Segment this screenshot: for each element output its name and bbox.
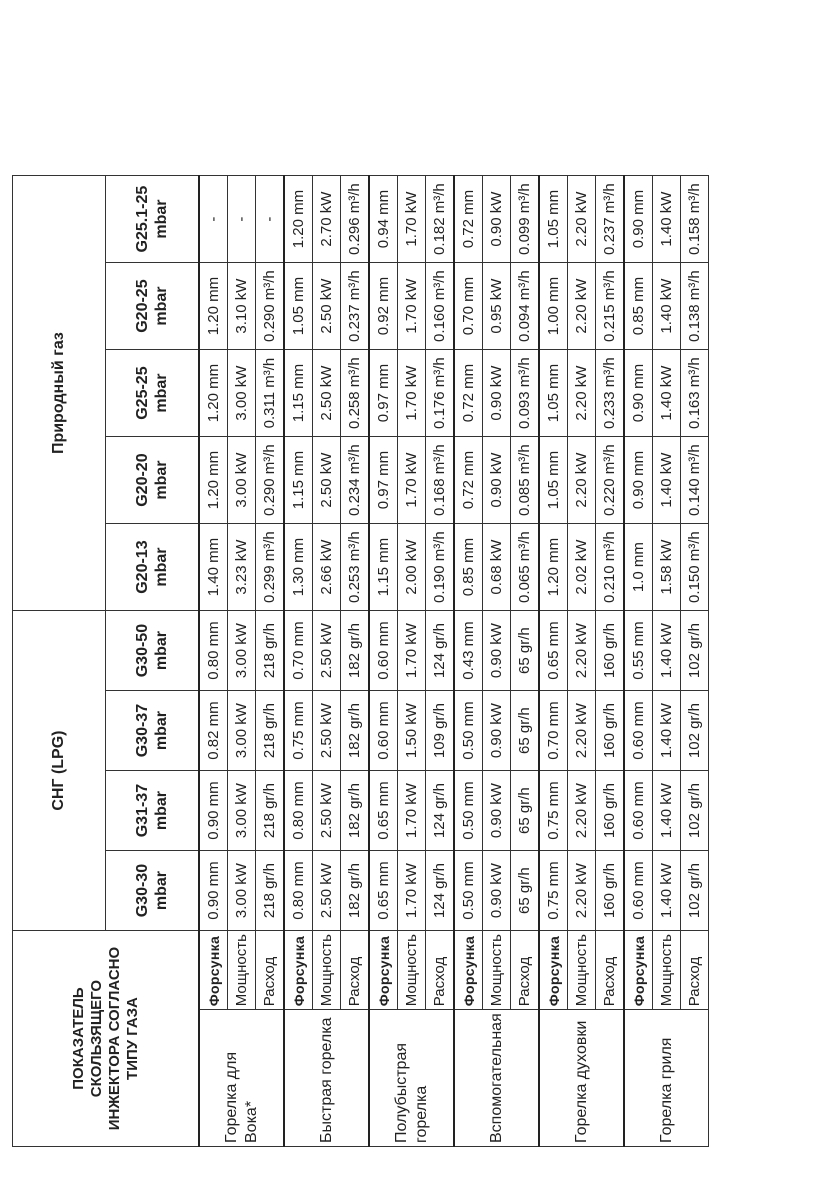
value-cell: 3.00 kW — [228, 611, 256, 691]
value-cell: 0.68 kW — [483, 524, 511, 611]
parameter-label: Форсунка — [624, 931, 653, 1010]
table-body — [199, 176, 709, 1147]
value-cell: 0.290 m³/h — [256, 263, 285, 350]
value-cell: 1.70 kW — [398, 350, 426, 437]
value-cell: 0.60 mm — [624, 851, 653, 931]
value-cell: 109 gr/h — [426, 691, 455, 771]
value-cell: 102 gr/h — [681, 611, 709, 691]
value-cell: 1.15 mm — [284, 437, 313, 524]
value-cell: 0.55 mm — [624, 611, 653, 691]
value-cell: 0.299 m³/h — [256, 524, 285, 611]
value-cell: 182 gr/h — [341, 851, 370, 931]
table-row — [228, 176, 256, 1147]
value-cell: 0.296 m³/h — [341, 176, 370, 263]
value-cell: 0.50 mm — [454, 851, 483, 931]
table-row — [313, 176, 341, 1147]
table-row — [511, 176, 540, 1147]
value-cell: 0.90 mm — [199, 771, 228, 851]
value-cell: 0.258 m³/h — [341, 350, 370, 437]
value-cell: 160 gr/h — [596, 611, 625, 691]
value-cell: 0.90 mm — [199, 851, 228, 931]
value-cell: - — [256, 176, 285, 263]
value-cell: 0.60 mm — [624, 771, 653, 851]
value-cell: 3.23 kW — [228, 524, 256, 611]
value-cell: 1.50 kW — [398, 691, 426, 771]
value-cell: 1.70 kW — [398, 437, 426, 524]
value-cell: 0.90 kW — [483, 691, 511, 771]
value-cell: 1.30 mm — [284, 524, 313, 611]
parameter-label: Мощность — [653, 931, 681, 1010]
parameter-label: Форсунка — [199, 931, 228, 1010]
value-cell: 218 gr/h — [256, 851, 285, 931]
value-cell: 0.97 mm — [369, 437, 398, 524]
value-cell: 65 gr/h — [511, 771, 540, 851]
value-cell: 0.65 mm — [369, 771, 398, 851]
value-cell: 0.90 kW — [483, 611, 511, 691]
value-cell: 160 gr/h — [596, 851, 625, 931]
value-cell: 1.40 kW — [653, 851, 681, 931]
value-cell: 124 gr/h — [426, 851, 455, 931]
value-cell: 0.138 m³/h — [681, 263, 709, 350]
value-cell: 2.66 kW — [313, 524, 341, 611]
value-cell: 3.10 kW — [228, 263, 256, 350]
value-cell: 2.20 kW — [568, 851, 596, 931]
header-row-1 — [13, 176, 106, 1147]
value-cell: 1.00 mm — [539, 263, 568, 350]
value-cell: 1.58 kW — [653, 524, 681, 611]
value-cell: 1.40 mm — [199, 524, 228, 611]
table-row — [483, 176, 511, 1147]
value-cell: 0.311 m³/h — [256, 350, 285, 437]
value-cell: 2.20 kW — [568, 263, 596, 350]
value-cell: 0.90 kW — [483, 350, 511, 437]
value-cell: 1.05 mm — [539, 437, 568, 524]
indicator-header: ПОКАЗАТЕЛЬ СКОЛЬЗЯЩЕГО ИНЖЕКТОРА СОГЛАСНО ТИПУ ГАЗА — [13, 931, 200, 1147]
column-header: G25.1-25 mbar — [106, 176, 200, 263]
value-cell: 0.085 m³/h — [511, 437, 540, 524]
column-header: G20-25 mbar — [106, 263, 200, 350]
value-cell: 2.50 kW — [313, 437, 341, 524]
value-cell: 0.72 mm — [454, 350, 483, 437]
value-cell: 1.70 kW — [398, 263, 426, 350]
value-cell: 0.253 m³/h — [341, 524, 370, 611]
column-header: G25-25 mbar — [106, 350, 200, 437]
value-cell: 124 gr/h — [426, 771, 455, 851]
value-cell: 2.50 kW — [313, 350, 341, 437]
value-cell: 2.20 kW — [568, 611, 596, 691]
value-cell: 65 gr/h — [511, 851, 540, 931]
value-cell: 0.90 mm — [624, 350, 653, 437]
value-cell: 1.20 mm — [199, 437, 228, 524]
value-cell: 1.05 mm — [539, 176, 568, 263]
value-cell: 0.70 mm — [454, 263, 483, 350]
value-cell: 0.290 m³/h — [256, 437, 285, 524]
value-cell: 2.02 kW — [568, 524, 596, 611]
value-cell: 102 gr/h — [681, 771, 709, 851]
burner-name: Горелка духовки — [539, 1010, 624, 1147]
value-cell: 0.94 mm — [369, 176, 398, 263]
value-cell: 1.40 kW — [653, 263, 681, 350]
column-header: G20-20 mbar — [106, 437, 200, 524]
value-cell: 1.15 mm — [284, 350, 313, 437]
natural-gas-header: Природный газ — [13, 176, 106, 611]
value-cell: 3.00 kW — [228, 437, 256, 524]
burner-name: Быстрая горелка — [284, 1010, 369, 1147]
value-cell: 1.40 kW — [653, 350, 681, 437]
value-cell: 2.50 kW — [313, 771, 341, 851]
value-cell: 1.40 kW — [653, 176, 681, 263]
table-row — [284, 176, 313, 1147]
value-cell: 0.140 m³/h — [681, 437, 709, 524]
parameter-label: Форсунка — [284, 931, 313, 1010]
value-cell: 0.43 mm — [454, 611, 483, 691]
value-cell: 0.75 mm — [539, 771, 568, 851]
table-row — [596, 176, 625, 1147]
value-cell: 0.60 mm — [369, 691, 398, 771]
value-cell: 0.233 m³/h — [596, 350, 625, 437]
column-header: G30-37 mbar — [106, 691, 200, 771]
burner-name: Вспомогательная — [454, 1010, 539, 1147]
value-cell: 2.20 kW — [568, 350, 596, 437]
value-cell: 0.90 kW — [483, 851, 511, 931]
value-cell: 0.90 mm — [624, 437, 653, 524]
table-row — [199, 176, 228, 1147]
table-row — [369, 176, 398, 1147]
value-cell: 160 gr/h — [596, 691, 625, 771]
value-cell: 0.80 mm — [199, 611, 228, 691]
column-header: G30-50 mbar — [106, 611, 200, 691]
value-cell: 65 gr/h — [511, 691, 540, 771]
value-cell: 0.70 mm — [539, 691, 568, 771]
column-header: G30-30 mbar — [106, 851, 200, 931]
value-cell: 0.97 mm — [369, 350, 398, 437]
value-cell: 0.72 mm — [454, 437, 483, 524]
value-cell: 0.65 mm — [539, 611, 568, 691]
value-cell: 0.160 m³/h — [426, 263, 455, 350]
value-cell: 0.50 mm — [454, 691, 483, 771]
value-cell: 0.72 mm — [454, 176, 483, 263]
parameter-label: Мощность — [483, 931, 511, 1010]
value-cell: 0.150 m³/h — [681, 524, 709, 611]
value-cell: 1.20 mm — [284, 176, 313, 263]
value-cell: 0.163 m³/h — [681, 350, 709, 437]
lpg-header: СНГ (LPG) — [13, 611, 106, 931]
value-cell: 2.20 kW — [568, 176, 596, 263]
value-cell: - — [199, 176, 228, 263]
value-cell: 3.00 kW — [228, 851, 256, 931]
value-cell: 218 gr/h — [256, 611, 285, 691]
column-header: G20-13 mbar — [106, 524, 200, 611]
value-cell: 0.80 mm — [284, 851, 313, 931]
value-cell: 0.65 mm — [369, 851, 398, 931]
value-cell: 1.0 mm — [624, 524, 653, 611]
parameter-label: Расход — [681, 931, 709, 1010]
value-cell: 2.20 kW — [568, 691, 596, 771]
parameter-label: Мощность — [568, 931, 596, 1010]
value-cell: 1.20 mm — [199, 263, 228, 350]
value-cell: 218 gr/h — [256, 771, 285, 851]
value-cell: 102 gr/h — [681, 691, 709, 771]
value-cell: 3.00 kW — [228, 350, 256, 437]
table-row — [568, 176, 596, 1147]
value-cell: 1.05 mm — [284, 263, 313, 350]
value-cell: 218 gr/h — [256, 691, 285, 771]
value-cell: 182 gr/h — [341, 611, 370, 691]
value-cell: 160 gr/h — [596, 771, 625, 851]
table-row — [653, 176, 681, 1147]
value-cell: 3.00 kW — [228, 691, 256, 771]
value-cell: 0.176 m³/h — [426, 350, 455, 437]
value-cell: 0.95 kW — [483, 263, 511, 350]
parameter-label: Мощность — [313, 931, 341, 1010]
table-row — [256, 176, 285, 1147]
value-cell: 2.00 kW — [398, 524, 426, 611]
column-header: G31-37 mbar — [106, 771, 200, 851]
value-cell: 1.40 kW — [653, 691, 681, 771]
value-cell: 2.50 kW — [313, 851, 341, 931]
value-cell: 0.237 m³/h — [596, 176, 625, 263]
value-cell: 0.50 mm — [454, 771, 483, 851]
value-cell: 1.15 mm — [369, 524, 398, 611]
table-row — [341, 176, 370, 1147]
table-row — [624, 176, 653, 1147]
parameter-label: Мощность — [228, 931, 256, 1010]
value-cell: 0.182 m³/h — [426, 176, 455, 263]
value-cell: 0.190 m³/h — [426, 524, 455, 611]
value-cell: 0.094 m³/h — [511, 263, 540, 350]
value-cell: 0.70 mm — [284, 611, 313, 691]
value-cell: 1.40 kW — [653, 437, 681, 524]
value-cell: 65 gr/h — [511, 611, 540, 691]
parameter-label: Форсунка — [539, 931, 568, 1010]
parameter-label: Расход — [511, 931, 540, 1010]
value-cell: 2.70 kW — [313, 176, 341, 263]
value-cell: 0.215 m³/h — [596, 263, 625, 350]
value-cell: 0.237 m³/h — [341, 263, 370, 350]
table-row — [681, 176, 709, 1147]
value-cell: 0.099 m³/h — [511, 176, 540, 263]
value-cell: 0.234 m³/h — [341, 437, 370, 524]
table-row — [398, 176, 426, 1147]
parameter-label: Мощность — [398, 931, 426, 1010]
value-cell: 0.065 m³/h — [511, 524, 540, 611]
value-cell: 0.220 m³/h — [596, 437, 625, 524]
value-cell: 2.50 kW — [313, 691, 341, 771]
value-cell: 1.40 kW — [653, 771, 681, 851]
value-cell: 0.85 mm — [624, 263, 653, 350]
value-cell: 1.20 mm — [199, 350, 228, 437]
parameter-label: Форсунка — [454, 931, 483, 1010]
value-cell: 1.70 kW — [398, 851, 426, 931]
value-cell: 1.20 mm — [539, 524, 568, 611]
value-cell: 0.80 mm — [284, 771, 313, 851]
parameter-label: Расход — [596, 931, 625, 1010]
value-cell: - — [228, 176, 256, 263]
value-cell: 2.50 kW — [313, 611, 341, 691]
parameter-label: Форсунка — [369, 931, 398, 1010]
value-cell: 0.92 mm — [369, 263, 398, 350]
parameter-label: Расход — [426, 931, 455, 1010]
value-cell: 182 gr/h — [341, 691, 370, 771]
value-cell: 3.00 kW — [228, 771, 256, 851]
value-cell: 0.158 m³/h — [681, 176, 709, 263]
value-cell: 2.20 kW — [568, 771, 596, 851]
value-cell: 0.168 m³/h — [426, 437, 455, 524]
value-cell: 0.90 kW — [483, 771, 511, 851]
value-cell: 102 gr/h — [681, 851, 709, 931]
burner-name: Полубыстрая горелка — [369, 1010, 454, 1147]
value-cell: 0.90 mm — [624, 176, 653, 263]
value-cell: 0.60 mm — [369, 611, 398, 691]
parameter-label: Расход — [256, 931, 285, 1010]
table-row — [426, 176, 455, 1147]
value-cell: 0.210 m³/h — [596, 524, 625, 611]
value-cell: 1.70 kW — [398, 611, 426, 691]
value-cell: 1.70 kW — [398, 176, 426, 263]
value-cell: 2.50 kW — [313, 263, 341, 350]
parameter-label: Расход — [341, 931, 370, 1010]
burner-name: Горелка гриля — [624, 1010, 709, 1147]
value-cell: 0.75 mm — [284, 691, 313, 771]
value-cell: 0.82 mm — [199, 691, 228, 771]
table-row — [454, 176, 483, 1147]
value-cell: 2.20 kW — [568, 437, 596, 524]
gas-injector-table — [12, 175, 709, 1147]
value-cell: 1.05 mm — [539, 350, 568, 437]
value-cell: 124 gr/h — [426, 611, 455, 691]
value-cell: 1.70 kW — [398, 771, 426, 851]
value-cell: 0.60 mm — [624, 691, 653, 771]
value-cell: 0.90 kW — [483, 176, 511, 263]
burner-name: Горелка для Вока* — [199, 1010, 284, 1147]
value-cell: 0.75 mm — [539, 851, 568, 931]
table-row — [539, 176, 568, 1147]
value-cell: 0.85 mm — [454, 524, 483, 611]
value-cell: 1.40 kW — [653, 611, 681, 691]
value-cell: 182 gr/h — [341, 771, 370, 851]
value-cell: 0.90 kW — [483, 437, 511, 524]
value-cell: 0.093 m³/h — [511, 350, 540, 437]
